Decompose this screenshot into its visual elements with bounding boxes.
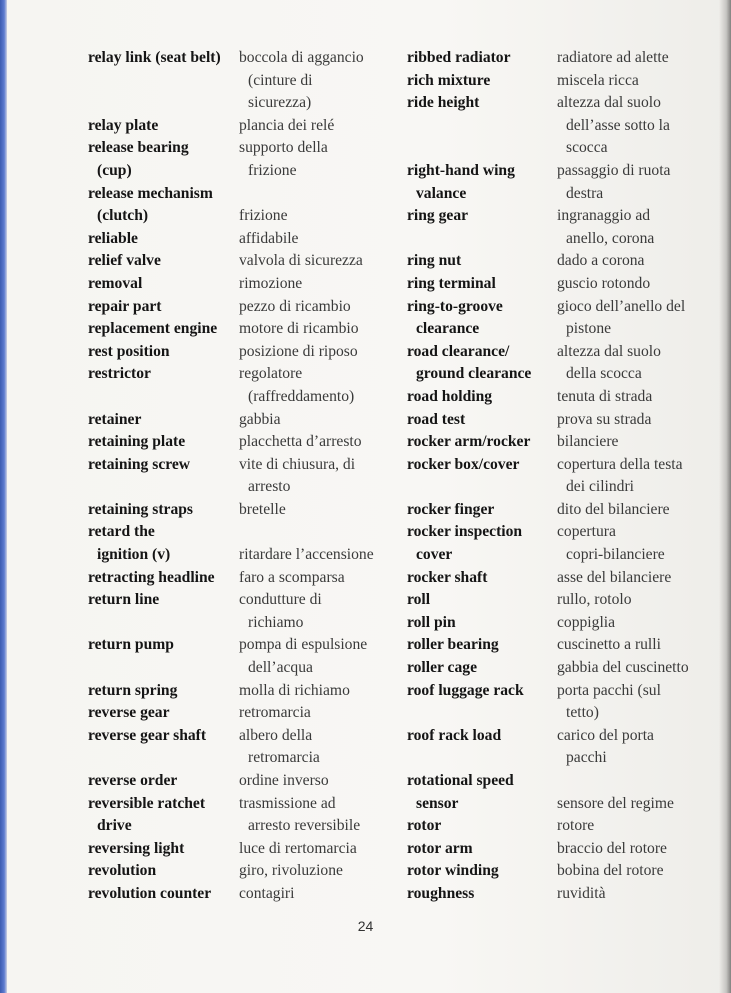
glossary-term: right-hand wing [407, 161, 515, 179]
glossary-term: ignition (v) [97, 546, 171, 564]
glossary-term: rocker inspection [407, 523, 523, 541]
glossary-translation: tenuta di strada [557, 387, 653, 405]
glossary-term: clearance [416, 320, 480, 338]
glossary-translation: retromarcia [239, 704, 311, 722]
glossary-translation: bobina del rotore [557, 862, 664, 880]
glossary-term: ring-to-groove [407, 297, 503, 315]
glossary-term [407, 137, 531, 160]
left-translations-column [239, 47, 374, 906]
glossary-translation: regolatore [239, 365, 303, 383]
glossary-translation: (cinture di [248, 71, 313, 89]
glossary-translation: gabbia del cuscinetto [557, 659, 689, 677]
glossary-term: rocker arm/rocker [407, 433, 531, 451]
glossary-term [407, 228, 531, 251]
glossary-term: valance [416, 184, 467, 202]
glossary-translation: copertura [557, 523, 616, 541]
glossary-term [88, 747, 221, 770]
glossary-term: ride height [407, 94, 480, 112]
glossary-term [88, 70, 221, 93]
glossary-term: roof rack load [407, 726, 502, 744]
glossary-translation: richiamo [248, 613, 304, 631]
glossary-translation: albero della [239, 726, 313, 744]
glossary-translation: motore di ricambio [239, 320, 359, 338]
glossary-term: release mechanism [88, 184, 213, 202]
glossary-term: road clearance/ [407, 342, 510, 360]
glossary-translation: luce di rertomarcia [239, 839, 357, 857]
glossary-translation: dei cilindri [566, 478, 634, 496]
glossary-translation: miscela ricca [557, 71, 639, 89]
glossary-translation: rotore [557, 817, 595, 835]
glossary-term: ring terminal [407, 274, 496, 292]
glossary-translation: gabbia [239, 410, 281, 428]
glossary-term: sensor [416, 794, 459, 812]
glossary-translation: radiatore ad alette [557, 49, 669, 66]
glossary-term: rocker box/cover [407, 455, 520, 473]
glossary-translation: rimozione [239, 274, 303, 292]
glossary-term: rest position [88, 342, 170, 360]
glossary-term [88, 612, 221, 635]
glossary-term: removal [88, 274, 143, 292]
glossary-translation: braccio del rotore [557, 839, 667, 857]
glossary-translation: arresto [248, 478, 291, 496]
glossary-translation: retromarcia [248, 749, 320, 767]
glossary-term: restrictor [88, 365, 151, 383]
glossary-term: cover [416, 546, 453, 564]
glossary-term: revolution counter [88, 884, 212, 902]
glossary-translation: pacchi [566, 749, 607, 767]
glossary-translation: gioco dell’anello del [557, 297, 686, 315]
glossary-term: ribbed radiator [407, 49, 511, 66]
glossary-translation: faro a scomparsa [239, 568, 345, 586]
glossary-term: ring nut [407, 252, 462, 270]
glossary-term [407, 115, 531, 138]
glossary-translation: dito del bilanciere [557, 500, 670, 518]
glossary-translation: ordine inverso [239, 772, 329, 789]
glossary-translation: anello, corona [566, 229, 655, 247]
glossary-translation: guscio rotondo [557, 274, 651, 292]
glossary-translation: altezza dal suolo [557, 94, 661, 112]
glossary-translation: contagiri [239, 884, 295, 902]
glossary-term: drive [97, 817, 132, 835]
glossary-translation: scocca [566, 139, 608, 157]
glossary-term: retaining straps [88, 500, 193, 518]
glossary-term: rotor winding [407, 862, 499, 880]
glossary-translation: dado a corona [557, 252, 645, 270]
glossary-translation: altezza dal suolo [557, 342, 661, 360]
glossary-term: (cup) [97, 161, 132, 179]
glossary-term: reverse order [88, 772, 178, 789]
glossary-term: rocker shaft [407, 568, 488, 586]
glossary-translation: frizione [248, 161, 297, 179]
glossary-term: retracting headline [88, 568, 215, 586]
glossary-term: roughness [407, 884, 475, 902]
page-number: 24 [357, 918, 374, 934]
glossary-term: roll pin [407, 613, 456, 631]
glossary-translation [557, 770, 689, 793]
glossary-translation: ruvidità [557, 884, 606, 902]
glossary-translation: copri-bilanciere [566, 546, 665, 564]
glossary-term: road test [407, 410, 466, 428]
glossary-term: reliable [88, 229, 138, 247]
glossary-translation: copertura della testa [557, 455, 683, 473]
glossary-translation: boccola di aggancio [239, 49, 364, 66]
glossary-translation: carico del porta [557, 726, 654, 744]
glossary-translation: cuscinetto a rulli [557, 636, 661, 654]
glossary-translation: ingranaggio ad [557, 207, 651, 225]
glossary-term: revolution [88, 862, 157, 880]
glossary-term [407, 476, 531, 499]
glossary-translation: affidabile [239, 229, 299, 247]
glossary-term: return line [88, 591, 160, 609]
left-terms-column [88, 47, 221, 906]
glossary-term: rotational speed [407, 772, 514, 789]
glossary-translation: arresto reversibile [248, 817, 361, 835]
glossary-term: roller cage [407, 659, 477, 677]
glossary-translation: frizione [239, 207, 288, 225]
glossary-term: reverse gear [88, 704, 170, 722]
glossary-translation: asse del bilanciere [557, 568, 672, 586]
book-spine-edge [0, 0, 7, 993]
glossary-term: relief valve [88, 252, 161, 270]
glossary-translation: (raffreddamento) [248, 387, 355, 405]
glossary-translation: bilanciere [557, 433, 619, 451]
glossary-translation: valvola di sicurezza [239, 252, 363, 270]
glossary-term [407, 747, 531, 770]
glossary-term: road holding [407, 387, 493, 405]
page-edge-shadow [719, 0, 731, 993]
glossary-term: reversible ratchet [88, 794, 206, 812]
glossary-term: roller bearing [407, 636, 499, 654]
glossary-term: rich mixture [407, 71, 491, 89]
glossary-translation: destra [566, 184, 604, 202]
glossary-term: reverse gear shaft [88, 726, 207, 744]
glossary-translation: plancia dei relé [239, 116, 335, 134]
glossary-translation: pompa di espulsione [239, 636, 368, 654]
right-translations-column [557, 47, 689, 906]
glossary-translation: passaggio di ruota [557, 161, 671, 179]
glossary-term: retaining plate [88, 433, 186, 451]
glossary-translation: pezzo di ricambio [239, 297, 351, 315]
glossary-term: relay link (seat belt) [88, 49, 221, 66]
glossary-translation: prova su strada [557, 410, 652, 428]
glossary-translation: della scocca [566, 365, 642, 383]
glossary-translation: sensore del regime [557, 794, 674, 812]
glossary-translation: supporto della [239, 139, 328, 157]
glossary-term: reversing light [88, 839, 185, 857]
glossary-term: return spring [88, 681, 178, 699]
glossary-term: rocker finger [407, 500, 495, 518]
glossary-translation: porta pacchi (sul [557, 681, 661, 699]
glossary-translation: sicurezza) [248, 94, 312, 112]
glossary-term: retaining screw [88, 455, 191, 473]
glossary-translation: posizione di riposo [239, 342, 358, 360]
glossary-translation: placchetta d’arresto [239, 433, 362, 451]
glossary-translation: molla di richiamo [239, 681, 350, 699]
glossary-translation: giro, rivoluzione [239, 862, 343, 880]
right-terms-column [407, 47, 531, 906]
glossary-term: ground clearance [416, 365, 532, 383]
glossary-translation: coppiglia [557, 613, 616, 631]
glossary-translation: pistone [566, 320, 612, 338]
glossary-term: roof luggage rack [407, 681, 524, 699]
glossary-translation: vite di chiusura, di [239, 455, 356, 473]
glossary-term [88, 386, 221, 409]
glossary-term: repair part [88, 297, 162, 315]
glossary-translation: dell’acqua [248, 659, 313, 677]
glossary-term: ring gear [407, 207, 469, 225]
glossary-translation: ritardare l’accensione [239, 546, 374, 564]
glossary-term: retard the [88, 523, 155, 541]
glossary-translation: tetto) [566, 704, 599, 722]
glossary-term: roll [407, 591, 431, 609]
glossary-term: return pump [88, 636, 174, 654]
glossary-translation: trasmissione ad [239, 794, 336, 812]
glossary-term [407, 702, 531, 725]
glossary-translation [239, 521, 374, 544]
glossary-term [88, 476, 221, 499]
glossary-term: rotor [407, 817, 442, 835]
glossary-term: replacement engine [88, 320, 218, 338]
glossary-term: relay plate [88, 116, 159, 134]
glossary-term: (clutch) [97, 207, 149, 225]
glossary-translation: condutture di [239, 591, 322, 609]
glossary-translation: bretelle [239, 500, 286, 518]
glossary-term: retainer [88, 410, 142, 428]
glossary-term [88, 657, 221, 680]
glossary-translation: rullo, rotolo [557, 591, 632, 609]
glossary-translation [239, 183, 374, 206]
glossary-term: release bearing [88, 139, 189, 157]
glossary-term: rotor arm [407, 839, 473, 857]
glossary-translation: dell’asse sotto la [566, 116, 670, 134]
glossary-term [88, 92, 221, 115]
